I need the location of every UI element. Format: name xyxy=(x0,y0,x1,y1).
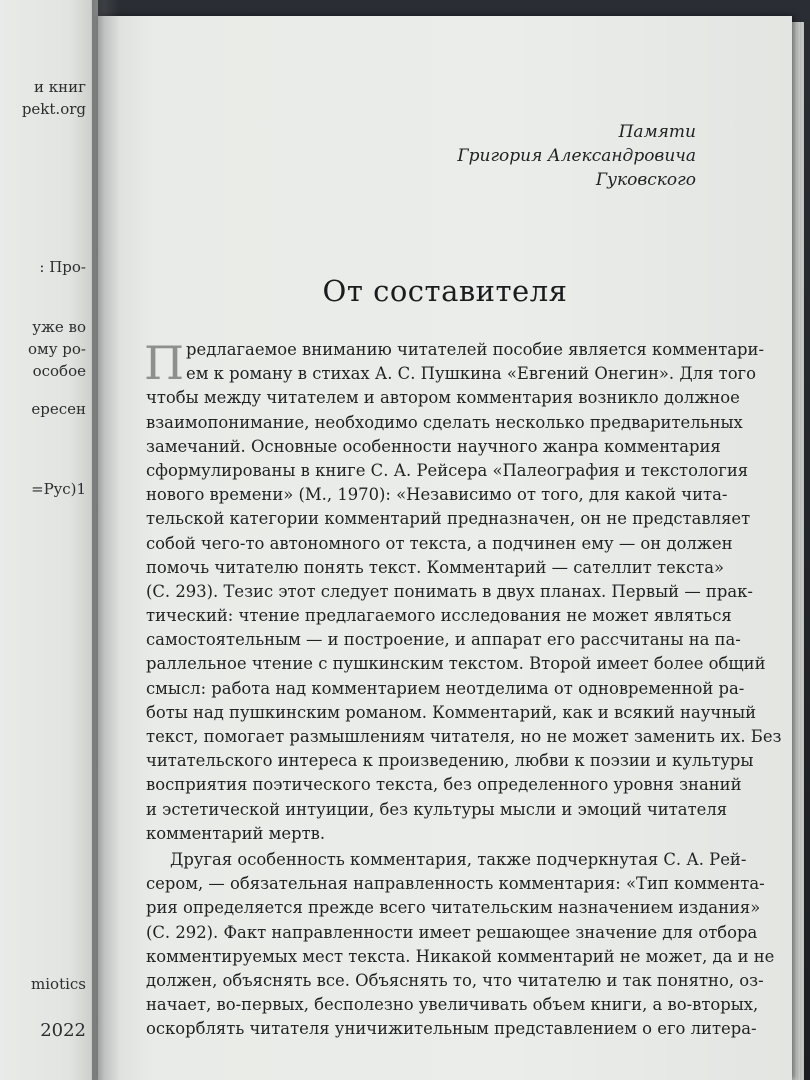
dedication-line: Памяти xyxy=(618,122,696,142)
left-page-fragment: =Pyc)1 xyxy=(31,480,86,498)
text-line: рия определяется прежде всего читательским назначением издания» xyxy=(146,898,761,918)
page-edges xyxy=(792,22,804,1080)
text-line: текст, помогает размышлениям читателя, но не может заменить их. Без xyxy=(146,727,782,746)
text-line: восприятия поэтического текста, без определенного уровня знаний xyxy=(146,775,742,795)
text-line: Другая особенность комментария, также подчеркнутая С. А. Рей- xyxy=(170,849,747,869)
text-line: (С. 292). Факт направленности имеет решающее значение для отбора xyxy=(146,922,758,942)
drop-cap: П xyxy=(144,336,185,390)
text-line: комментируемых мест текста. Никакой комментарий не может, да и не xyxy=(146,946,775,966)
text-line: чтобы между читателем и автором комментария возникло должное xyxy=(146,388,740,408)
left-page-fragment: ому ро- xyxy=(28,340,86,358)
body-text xyxy=(144,336,782,1041)
dedication xyxy=(457,120,696,192)
text-line: сером, — обязательная направленность комментария: «Тип коммента- xyxy=(146,874,765,894)
text-line: редлагаемое вниманию читателей пособие является комментари- xyxy=(186,340,764,359)
text-line: начает, во-первых, бесполезно увеличивать объем книги, а во-вторых, xyxy=(146,995,759,1015)
text-line: взаимопонимание, необходимо сделать несколько предварительных xyxy=(146,412,743,432)
text-line: ем к роману в стихах А. С. Пушкина «Евгений Онегин». Для того xyxy=(186,364,757,384)
text-line: и эстетической интуиции, без культуры мысли и эмоций читателя xyxy=(146,799,728,819)
paragraph-1 xyxy=(144,336,782,846)
left-page-fragment: ересен xyxy=(31,400,86,418)
left-page-fragment: уже во xyxy=(32,318,86,336)
text-line: (С. 293). Тезис этот следует понимать в двух планах. Первый — прак- xyxy=(146,581,753,601)
left-page-fragment: : Про- xyxy=(39,258,86,276)
paragraph-2 xyxy=(146,848,775,1042)
left-page-fragment: и книг xyxy=(34,78,86,96)
text-line: тический: чтение предлагаемого исследования не может являться xyxy=(146,606,732,626)
chapter-title: От составителя xyxy=(322,274,568,308)
left-page-fragment: pekt.org xyxy=(21,100,86,118)
left-page-fragment: особое xyxy=(32,362,86,380)
text-line: оскорблять читателя уничижительным представлением о его литера- xyxy=(146,1019,757,1039)
dedication-line: Гуковского xyxy=(595,170,696,190)
text-line: нового времени» (М., 1970): «Независимо от того, для какой чита- xyxy=(146,485,728,505)
text-line: сформулированы в книге С. А. Рейсера «Палеография и текстология xyxy=(146,460,749,480)
text-line: смысл: работа над комментарием неотделима от одновременной ра- xyxy=(146,678,745,698)
text-line: помочь читателю понять текст. Комментарий — сателлит текста» xyxy=(146,557,725,577)
text-line: самостоятельным — и построение, и аппарат его рассчитаны на па- xyxy=(146,630,741,650)
text-line: комментарий мертв. xyxy=(146,823,326,843)
text-line: читательского интереса к произведению, любви к поэзии и культуры xyxy=(146,751,754,771)
left-page-fragment: 2022 xyxy=(40,1020,86,1041)
text-line: собой чего-то автономного от текста, а подчинен ему — он должен xyxy=(146,533,733,553)
text-line: замечаний. Основные особенности научного жанра комментария xyxy=(146,436,721,456)
right-page xyxy=(98,16,792,1080)
dedication-line: Григория Александровича xyxy=(457,146,696,166)
left-page xyxy=(0,0,98,1080)
text-line: боты над пушкинским романом. Комментарий, как и всякий научный xyxy=(146,702,757,722)
left-page-fragment: miotics xyxy=(31,975,86,993)
text-line: тельской категории комментарий предназначен, он не представляет xyxy=(146,509,751,529)
text-line: раллельное чтение с пушкинским текстом. Второй имеет более общий xyxy=(146,654,766,674)
text-line: должен, объяснять все. Объяснять то, что читателю и так понятно, оз- xyxy=(146,970,764,990)
